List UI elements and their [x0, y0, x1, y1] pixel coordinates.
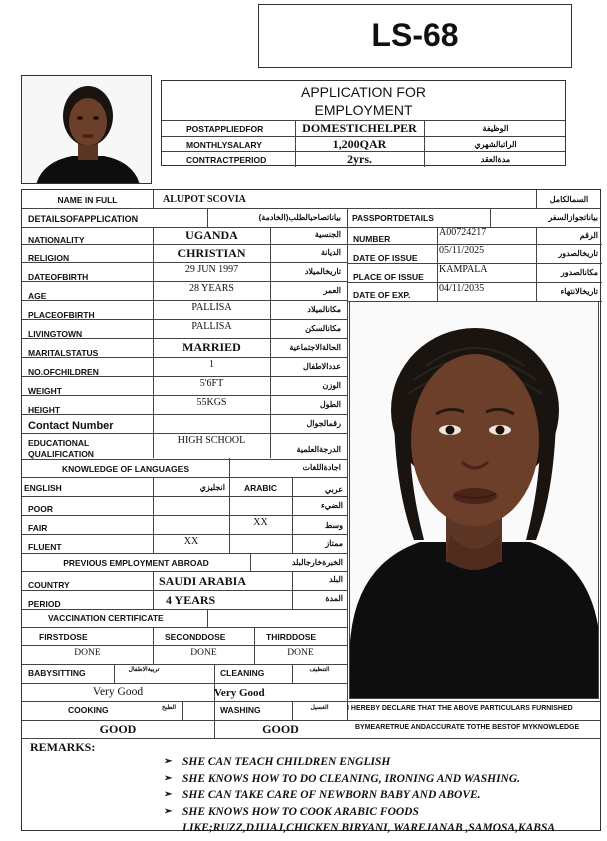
declaration-line1: I HEREBY DECLARE THAT THE ABOVE PARTICULARS FURNISHED [347, 705, 573, 712]
passport-label: DATE OF ISSUE [353, 253, 418, 263]
babysitting-arabic: تربيةالاطفال [128, 667, 160, 673]
passport-arabic: بياناتجوازالسفر [548, 213, 598, 222]
cleaning-value: Very Good [214, 687, 265, 699]
detail-row-8 [22, 377, 347, 396]
passport-row-2 [347, 264, 602, 283]
detail-arabic: الديانة [320, 248, 341, 257]
details-arabic: بياناتصاحبالطلب(الخادمة) [258, 213, 341, 222]
remarks-label: REMARKS: [30, 740, 96, 754]
reference-code-box [258, 4, 572, 68]
country-arabic: البلد [329, 575, 343, 584]
detail-value: HIGH SCHOOL [177, 435, 246, 446]
monthly-salary-value: 1,200QAR [332, 137, 387, 151]
babysitting-value: Very Good [92, 686, 144, 698]
arabic-label: ARABIC [243, 483, 278, 493]
second-dose-value: DONE [190, 648, 217, 658]
detail-value: 5'6FT [199, 378, 224, 389]
detail-label: RELIGION [28, 253, 70, 263]
fair-arabic-mark: XX [253, 517, 268, 528]
poor-arabic: الضيء [320, 501, 343, 510]
passport-row-3 [347, 283, 602, 301]
third-dose-value: DONE [287, 648, 314, 658]
post-applied-label: POSTAPPLIEDFOR [186, 124, 264, 134]
passport-arabic: الرقم [579, 231, 598, 240]
detail-value: MARRIED [182, 340, 241, 354]
period-value: 4 YEARS [166, 593, 216, 607]
country-value: SAUDI ARABIA [159, 574, 247, 588]
detail-arabic: الطول [319, 400, 341, 409]
detail-row-0 [22, 227, 347, 245]
languages-arabic: اجادةاللغات [302, 463, 341, 472]
detail-value: 1 [209, 359, 214, 370]
fluent-arabic: ممتاز [325, 539, 343, 548]
detail-label: NATIONALITY [28, 235, 85, 245]
babysitting-label: BABYSITTING [28, 668, 86, 678]
remark-item [164, 754, 604, 771]
name-arabic: السمالكامل [549, 195, 589, 204]
detail-label: EDUCATIONAL QUALIFICATION [28, 438, 94, 459]
remark-text: SHE CAN TAKE CARE OF NEWBORN BABY AND ABOVE. [182, 789, 481, 801]
vaccination-label: VACCINATION CERTIFICATE [48, 613, 164, 623]
arrow-bullet-icon: ➢ [164, 789, 173, 800]
washing-arabic: الغسيل [310, 705, 329, 711]
details-label: DETAILSOFAPPLICATION [28, 214, 139, 224]
cooking-label: COOKING [68, 705, 109, 715]
washing-value: GOOD [262, 722, 299, 736]
passport-label: NUMBER [353, 234, 391, 244]
cooking-arabic: الطبخ [162, 705, 177, 711]
remark-text: SHE CAN TEACH CHILDREN ENGLISH [182, 756, 391, 768]
remark-item [164, 804, 604, 821]
third-dose-label: THIRDDOSE [266, 632, 317, 642]
detail-label: MARITALSTATUS [28, 348, 99, 358]
application-title-line2: EMPLOYMENT [314, 102, 413, 118]
monthly-salary-arabic: الراتبالشهري [474, 140, 517, 149]
fluent-english-mark: XX [183, 536, 199, 547]
remark-item [164, 820, 604, 837]
detail-label: LIVINGTOWN [28, 329, 83, 339]
remark-item [164, 787, 604, 804]
detail-arabic: رقمالجوال [306, 419, 341, 428]
declaration-line2: BYMEARETRUE ANDACCURATE TOTHE BESTOF MYKNOWLEDGE [355, 724, 580, 731]
period-arabic: المدة [325, 594, 343, 603]
detail-value: 55KGS [196, 397, 227, 408]
detail-arabic: مكانالميلاد [307, 305, 341, 314]
poor-label: POOR [28, 504, 54, 514]
contract-period-label: CONTRACTPERIOD [186, 155, 267, 165]
detail-label: WEIGHT [28, 386, 62, 396]
detail-label: NO.OFCHILDREN [28, 367, 99, 377]
previous-employment-label: PREVIOUS EMPLOYMENT ABROAD [63, 558, 209, 568]
arrow-bullet-icon: ➢ [164, 805, 173, 817]
detail-arabic: الدرجةالعلمية [296, 445, 341, 454]
post-applied-value: DOMESTICHELPER [302, 121, 417, 135]
cooking-value: GOOD [99, 722, 137, 736]
passport-row-0 [347, 227, 602, 245]
detail-arabic: العمر [323, 286, 341, 295]
detail-label: PLACEOFBIRTH [28, 310, 95, 320]
large-portrait-image [350, 302, 599, 699]
country-label: COUNTRY [28, 580, 70, 590]
passport-value: KAMPALA [439, 264, 488, 275]
detail-label: DATEOFBIRTH [28, 272, 89, 282]
remark-text: LIKE;RUZZ,DJIJAJ,CHICKEN BIRYANI, WAREJANAB ,SAMOSA,KABSA [182, 822, 556, 834]
arrow-bullet-icon: ➢ [164, 756, 173, 767]
detail-row-3 [22, 282, 347, 301]
detail-row-1 [22, 245, 347, 263]
english-label: ENGLISH [24, 483, 62, 493]
arrow-bullet-icon: ➢ [164, 772, 173, 784]
name-value: ALUPOT SCOVIA [163, 194, 246, 205]
detail-arabic: مكانالسكن [305, 324, 341, 333]
passport-row-1 [347, 245, 602, 264]
detail-value: PALLISA [191, 321, 232, 332]
detail-arabic: الوزن [322, 381, 341, 390]
cleaning-label: CLEANING [220, 668, 265, 678]
detail-label: Contact Number [28, 420, 114, 432]
detail-row-6 [22, 339, 347, 358]
remark-text: SHE KNOWS HOW TO COOK ARABIC FOODS [182, 805, 419, 818]
detail-value: 28 YEARS [189, 283, 234, 294]
detail-value: UGANDA [185, 228, 238, 242]
detail-row-5 [22, 320, 347, 339]
detail-arabic: تاريخالميلاد [304, 267, 341, 276]
languages-label: KNOWLEDGE OF LANGUAGES [61, 464, 190, 474]
fair-arabic: وسط [324, 521, 343, 530]
reference-code: LS-68 [371, 17, 459, 53]
detail-row-11 [22, 434, 347, 460]
detail-value: PALLISA [191, 302, 232, 313]
name-label: NAME IN FULL [57, 195, 118, 205]
application-header-table [161, 80, 566, 166]
passport-label: DATE OF EXP. [353, 290, 411, 300]
detail-row-4 [22, 301, 347, 320]
previous-employment-arabic: الخبرةخارجالبلد [291, 558, 343, 567]
fair-label: FAIR [28, 523, 48, 533]
detail-row-10 [22, 415, 347, 434]
second-dose-label: SECONDDOSE [165, 632, 226, 642]
contract-period-arabic: مدةالعقد [480, 155, 511, 164]
washing-label: WASHING [220, 705, 261, 715]
english-arabic: انجليزي [199, 483, 225, 492]
first-dose-label: FIRSTDOSE [39, 632, 88, 642]
fluent-label: FLUENT [28, 542, 62, 552]
detail-value: CHRISTIAN [177, 246, 246, 260]
passport-arabic: تاريخالصدور [558, 249, 598, 258]
detail-label: HEIGHT [28, 405, 61, 415]
passport-arabic: مكانالصدور [560, 268, 598, 277]
passport-arabic: تاريخالانتهاء [560, 287, 598, 296]
remark-text: SHE KNOWS HOW TO DO CLEANING, IRONING AND WASHING. [182, 772, 521, 785]
passport-value: A00724217 [439, 227, 487, 238]
passport-value: 05/11/2025 [439, 245, 485, 256]
monthly-salary-label: MONTHLYSALARY [186, 140, 262, 150]
passport-label: PLACE OF ISSUE [353, 272, 424, 282]
small-portrait-image [22, 76, 152, 184]
arabic-arabic: عربي [324, 485, 343, 494]
passport-value: 04/11/2035 [439, 283, 485, 294]
first-dose-value: DONE [74, 648, 101, 658]
detail-row-7 [22, 358, 347, 377]
detail-row-2 [22, 263, 347, 282]
remarks-list [164, 754, 604, 837]
small-photo [21, 75, 152, 184]
detail-label: AGE [28, 291, 47, 301]
detail-arabic: عددالاطفال [303, 362, 341, 371]
detail-value: 29 JUN 1997 [184, 264, 239, 275]
post-applied-arabic: الوظيفة [482, 124, 509, 133]
cleaning-arabic: التنظيف [309, 667, 330, 673]
detail-row-9 [22, 396, 347, 415]
contract-period-value: 2yrs. [347, 152, 372, 166]
large-photo [349, 301, 599, 699]
detail-arabic: الجنسية [314, 230, 341, 239]
application-title-line1: APPLICATION FOR [301, 84, 426, 100]
passport-label: PASSPORTDETAILS [352, 213, 434, 223]
detail-arabic: الحالةالاجتماعية [289, 343, 341, 352]
period-label: PERIOD [28, 599, 61, 609]
remark-item [164, 771, 604, 788]
